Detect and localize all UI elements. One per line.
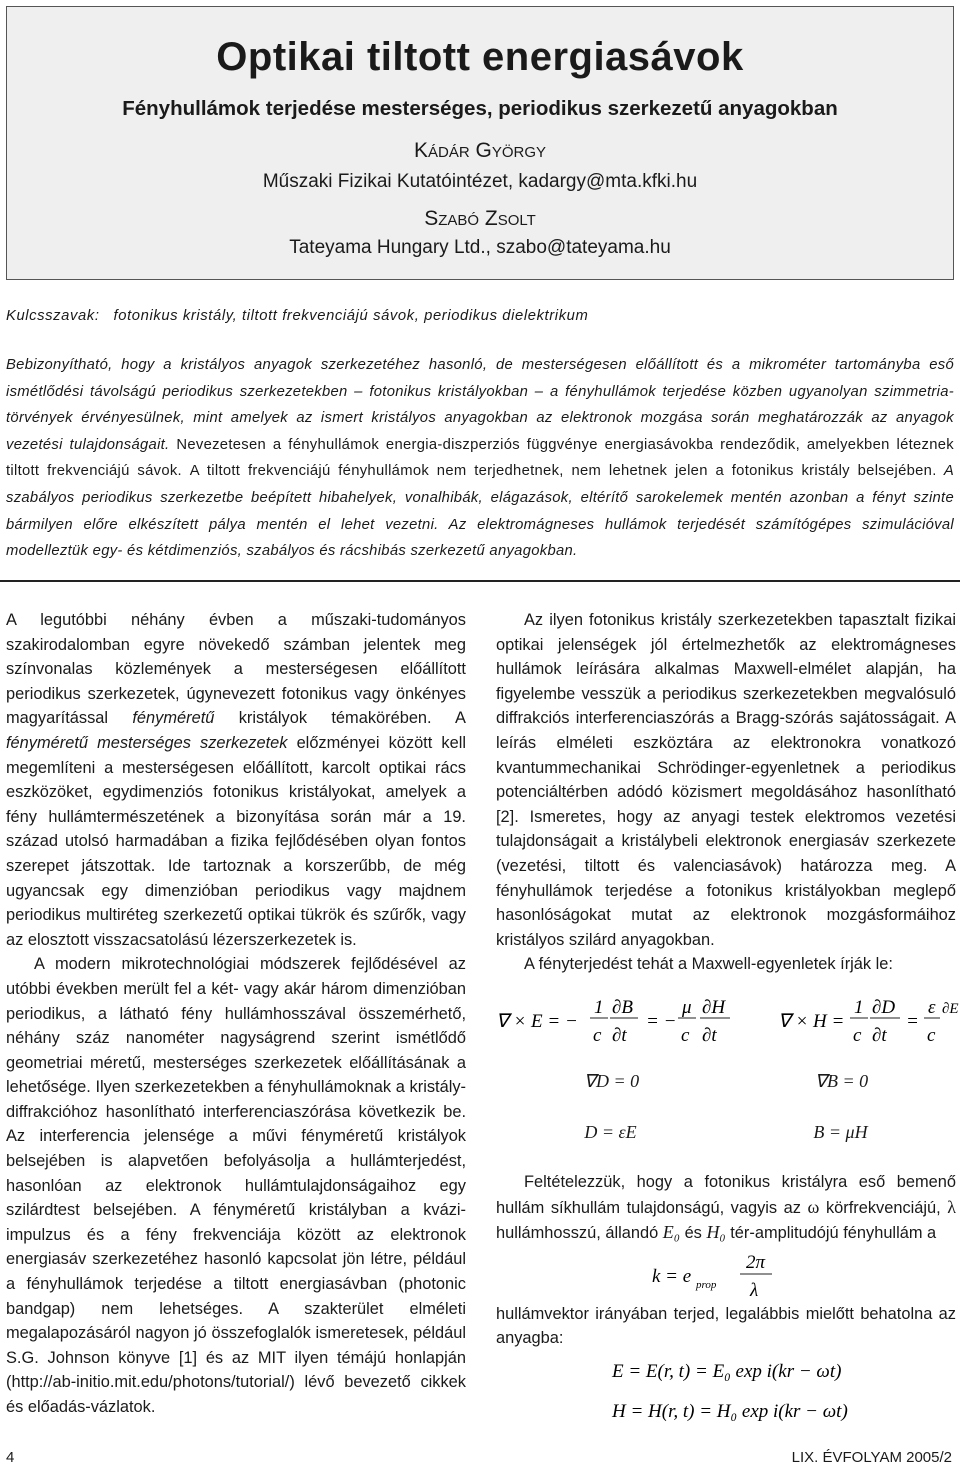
material-equations	[496, 1120, 956, 1145]
keywords-text: fotonikus kristály, tiltott frekvenciájú sávok, periodikus dielektrikum	[113, 308, 589, 324]
frac-den: ∂t	[612, 1024, 627, 1046]
operator: =	[906, 1010, 919, 1032]
frac-num: ∂B	[612, 996, 633, 1018]
emphasis: fényméretű	[132, 709, 215, 728]
frac-den: ∂t	[702, 1024, 717, 1046]
plane-wave-equations	[496, 1351, 956, 1431]
frac-den: c	[853, 1024, 862, 1046]
frac-num: ∂D	[872, 996, 896, 1018]
frac-num: μ	[682, 996, 692, 1018]
maxwell-curl-equations	[496, 985, 959, 1055]
equation-e-plane-wave: E = E(r, t) = E₀ exp i(kr − ωt)	[612, 1361, 842, 1383]
text-run: előzményei között kell megemlíteni a mesterségesen előállított, karcolt optikai rács eszközöket, egydimenziós fotonikus kristályokat, amelyek a fény hullámtermészetének a bizonyítása során már a 19. század utolsó harmadában a fizika fejlődésében olyan fontos szerepet játszottak. Ide tartoznak a korszerűbb, de még ugyancsak egy dimenzióban periodikus vagy majdnem periodikus multiréteg szerkezetű optikai tükrök és szűrők, vagy az elosztott visszacsatolású lézerszerkezetek is.	[6, 733, 466, 949]
abstract-sentence-3: A tiltott frekvenciájú fényhullámok nem terjedhetnek, nem lehetnek jelen a fotonikus kristály belsejében.	[189, 463, 937, 480]
frac-den: c	[593, 1024, 602, 1046]
text-run: A legutóbbi néhány évben a műszaki-tudományos szakirodalomban egyre növekedő számban jelentek meg színvonalas közlemények a mesterségesen előállított periodikus szerkezetek, úgynevezett fotonikus vagy önkényes magyarítással	[6, 611, 466, 728]
title-box	[6, 6, 954, 280]
article-subtitle: Fényhullámok terjedése mesterséges, periodikus szerkezetű anyagokban	[122, 97, 838, 120]
left-paragraph-2: A modern mikrotechnológiai módszerek fejlődésével az utóbbi években merült fel a két- vagy akár három dimenzióban periodikus, a látható fény hullámhosszával összemérhető, néhány száz nanométer nagyságrend szerint ismétlődő geometriai méretű, mesterséges szerkezetek előállításának a lehetősége. Ilyen szerkezetekben a fényhullámoknak a kristály-diffrakcióhoz hasonlítható interferenciaszórása következik be. Az interferencia jelensége a művi fényméretű kristályok belsejében is alapvetően befolyásolja a hullámterjedést, hasonlóan az elektronok hullámtulajdonságaihoz egy szilárdtest belsejében. A fényméretű kristályban a kvázi-impulzus és a fény frekvenciája között az elektronok energiasáv szerkezetéhez hasonló kapcsolat jön létre, például a fényhullámok terjedése a tiltott energiasávban (photonic bandgap) nem lehetséges. A szakterület elméleti megalapozásáról nagyon jó összefoglalók ismeretesek, például S.G. Johnson könyve [1] és az MIT ilyen témájú honlapján (http://ab-initio.mit.edu/photons/tutorial/) lévő bevezető cikkek és előadás-vázlatok.	[6, 955, 466, 1416]
article-title: Optikai tiltott energiasávok	[216, 35, 744, 79]
author-affiliation-1: Műszaki Fizikai Kutatóintézet, kadargy@mta.kfki.hu	[262, 171, 698, 192]
right-paragraph-3	[496, 1170, 956, 1246]
abstract	[6, 352, 954, 565]
curl-e-lhs: ∇ × E = −	[496, 1010, 578, 1032]
symbol-e0: E₀	[662, 1222, 681, 1243]
text-run: körfrekvenciájú,	[819, 1198, 948, 1217]
journal-issue: LIX. ÉVFOLYAM 2005/2	[791, 1449, 952, 1466]
equation-div-b: ∇B = 0	[814, 1070, 869, 1091]
frac-den: ∂t	[872, 1024, 887, 1046]
operator: = −	[646, 1010, 677, 1032]
equation-div-d: ∇D = 0	[583, 1070, 640, 1091]
subscript-prop: prop	[696, 1278, 717, 1291]
author-name-1: Kádár György	[413, 139, 547, 162]
page-number: 4	[6, 1449, 15, 1466]
right-paragraph-1: Az ilyen fotonikus kristály szerkezetekben tapasztalt fizikai optikai jelenségek jól értelmezhetők az elektromágneses hullámok leírására alkalmas Maxwell-elmélet alapján, ha figyelembe vesszük a periodikus szerkezetekben megvalósuló diffrakciós interferenciaszórás a Bragg-szórás sajátosságait. A leírás elméleti eszköztára az elektronokra vonatkozó kvantummechanikai Schrödinger-egyenletnek a periodikus potenciáltérben adódó közismert megoldásához hasonlítható [2]. Ismeretes, hogy az anyagi testek elektromos vezetési tulajdonságait a kristálybeli elektronok energiasáv szerkezete (vezetési, tiltott és valenciasávok) határozza meg. A fényhullámok terjedése a fotonikus kristályokban meglepő hasonlóságokat mutat az elektronok mozgásformáihoz kristályos szilárd anyagokban.	[496, 611, 956, 949]
abstract-sentence-2: Nevezetesen a fényhullámok energia-diszperziós függvénye energiasávokba rendeződik, amelyekben léteznek tiltott frekvenciájú sávok.	[6, 436, 954, 480]
equation-d: D = εE	[584, 1121, 637, 1142]
symbol-omega: ω	[807, 1196, 820, 1217]
text-run: kristályok témakörében. A	[214, 709, 466, 728]
frac-num: ε	[928, 996, 936, 1018]
text-run: és	[680, 1224, 707, 1243]
curl-h-lhs: ∇ × H =	[778, 1010, 845, 1032]
left-paragraph-1	[6, 608, 466, 952]
right-paragraph-4: hullámvektor irányában terjed, legalábbis mielőtt behatolna az anyagba:	[496, 1304, 956, 1348]
wavevector-lhs: k = e	[652, 1265, 692, 1287]
abstract-sentence-4: A szabályos periodikus szerkezetbe beépített hibahelyek, vonalhibák, elágazások, eltérítő sarokelemek mentén azonban a fényt szinte bármilyen előre elkészített pálya mentén el lehet vezetni.	[6, 463, 954, 533]
frac-den: c	[927, 1024, 936, 1046]
text-run: hullámhosszú, állandó	[496, 1224, 663, 1243]
frac-num: 1	[854, 996, 864, 1018]
symbol-lambda: λ	[947, 1196, 957, 1217]
right-column	[496, 608, 959, 1431]
frac-num: 2π	[746, 1251, 766, 1273]
frac-num: ∂E	[942, 1000, 959, 1017]
text-run: tér-amplitudójú fényhullám a	[725, 1224, 937, 1243]
author-name-2: Szabó Zsolt	[424, 207, 536, 230]
text-run: Feltételezzük, hogy a fotonikus kristályra eső bemenő hullám síkhullám tulajdonságú, vagyis az	[496, 1173, 956, 1217]
equation-b: B = μH	[813, 1121, 868, 1142]
abstract-sentence-1: Bebizonyítható, hogy a kristályos anyagok szerkezetéhez hasonló, de mesterségesen előállított és a mikrométer tartományba eső ismétlődési távolságú periodikus szerkezetekben – fotonikus kristályokban – a fényhullámok terjedése közben ugyanolyan szimmetria-törvények érvényesülnek, mint amelyek az ismert kristályos anyagokban az elektronok mozgása során meghatározzák az anyagok vezetési tulajdonságait.	[6, 357, 954, 453]
symbol-h0: H₀	[706, 1222, 726, 1243]
divergence-equations	[496, 1069, 956, 1094]
wavevector-equation	[496, 1246, 956, 1302]
section-divider	[0, 580, 960, 582]
author-affiliation-2: Tateyama Hungary Ltd., szabo@tateyama.hu	[289, 237, 671, 258]
frac-num: ∂H	[702, 996, 726, 1018]
keywords-line	[6, 308, 588, 324]
abstract-sentence-5: Az elektromágneses hullámok terjedését számítógépes szimulációval modelleztük egy- és kétdimenziós, szabályos és rácshibás szerkezetű anyagokban.	[6, 516, 954, 560]
keywords-label: Kulcsszavak:	[6, 308, 100, 324]
equation-h-plane-wave: H = H(r, t) = H₀ exp i(kr − ωt)	[612, 1401, 848, 1423]
emphasis: fényméretű mesterséges szerkezetek	[6, 733, 288, 752]
frac-den: c	[681, 1024, 690, 1046]
frac-den: λ	[750, 1279, 759, 1301]
frac-num: 1	[594, 996, 604, 1018]
right-paragraph-2: A fényterjedést tehát a Maxwell-egyenletek írják le:	[524, 955, 893, 974]
left-column	[6, 608, 466, 1420]
